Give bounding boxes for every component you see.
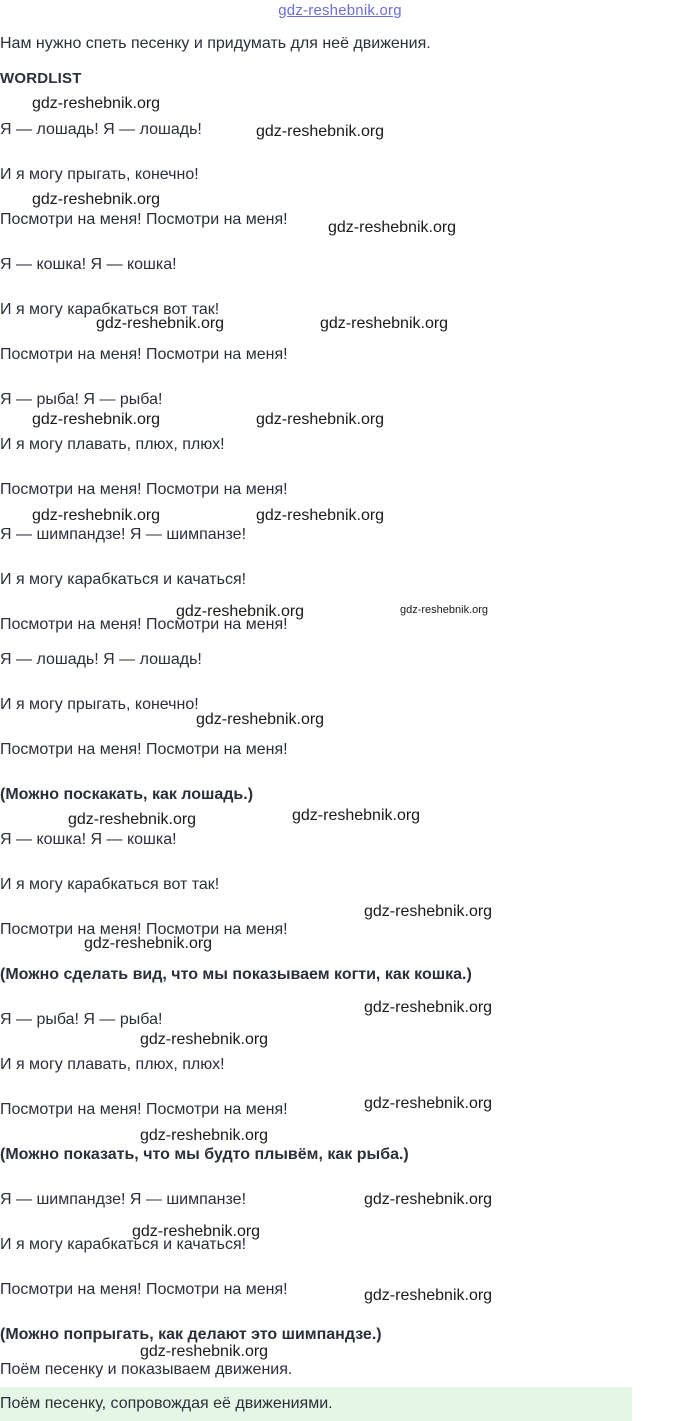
watermark: gdz-reshebnik.org — [320, 315, 449, 332]
song-line: Посмотри на меня! Посмотри на меня! — [0, 741, 288, 758]
song-line: И я могу плавать, плюх, плюх! — [0, 1056, 225, 1073]
song-line: Я — шимпандзе! Я — шимпанзе! — [0, 1191, 247, 1208]
song-line: И я могу карабкаться и качаться! — [0, 1236, 247, 1253]
watermark: gdz-reshebnik.org — [132, 1223, 261, 1240]
song-line: И я могу плавать, плюх, плюх! — [0, 436, 225, 453]
song-line: Я — шимпандзе! Я — шимпанзе! — [0, 526, 247, 543]
song-line: Посмотри на меня! Посмотри на меня! — [0, 921, 288, 938]
song-line: Я — кошка! Я — кошка! — [0, 256, 177, 273]
wordlist-heading: WORDLIST — [0, 70, 82, 87]
watermark: gdz-reshebnik.org — [68, 811, 197, 828]
song-line: И я могу карабкаться вот так! — [0, 301, 220, 318]
answer-box — [0, 1387, 632, 1421]
song-line: Посмотри на меня! Посмотри на меня! — [0, 1281, 288, 1298]
song-line: Я — лошадь! Я — лошадь! — [0, 651, 202, 668]
watermark: gdz-reshebnik.org — [32, 411, 161, 428]
watermark: gdz-reshebnik.org — [140, 1127, 269, 1144]
watermark: gdz-reshebnik.org — [364, 1095, 493, 1112]
watermark: gdz-reshebnik.org — [176, 603, 305, 620]
watermark: gdz-reshebnik.org — [32, 191, 161, 208]
song-line: Посмотри на меня! Посмотри на меня! — [0, 1101, 288, 1118]
watermark: gdz-reshebnik.org — [32, 95, 161, 112]
song-line: Я — рыба! Я — рыба! — [0, 1011, 163, 1028]
song-line: Посмотри на меня! Посмотри на меня! — [0, 616, 288, 633]
movement-hint: (Можно сделать вид, что мы показываем когти, как кошка.) — [0, 966, 472, 983]
movement-hint: (Можно показать, что мы будто плывём, как рыба.) — [0, 1146, 409, 1163]
outro-text: Поём песенку и показываем движения. — [0, 1361, 293, 1378]
watermark: gdz-reshebnik.org — [256, 507, 385, 524]
watermark: gdz-reshebnik.org — [400, 604, 489, 616]
song-line: Я — рыба! Я — рыба! — [0, 391, 163, 408]
watermark: gdz-reshebnik.org — [256, 411, 385, 428]
song-line: И я могу прыгать, конечно! — [0, 166, 199, 183]
movement-hint: (Можно попрыгать, как делают это шимпандзе.) — [0, 1326, 382, 1343]
watermark: gdz-reshebnik.org — [140, 1343, 269, 1360]
intro-text: Нам нужно спеть песенку и придумать для неё движения. — [0, 35, 431, 52]
watermark: gdz-reshebnik.org — [32, 507, 161, 524]
answer-text: Поём песенку, сопровождая её движениями. — [0, 1395, 333, 1412]
song-line: Я — лошадь! Я — лошадь! — [0, 121, 202, 138]
watermark: gdz-reshebnik.org — [196, 711, 325, 728]
watermark: gdz-reshebnik.org — [256, 123, 385, 140]
song-line: И я могу карабкаться вот так! — [0, 876, 220, 893]
song-line: Посмотри на меня! Посмотри на меня! — [0, 211, 288, 228]
watermark: gdz-reshebnik.org — [84, 935, 213, 952]
song-line: Я — кошка! Я — кошка! — [0, 831, 177, 848]
song-line: И я могу карабкаться и качаться! — [0, 571, 247, 588]
watermark: gdz-reshebnik.org — [96, 315, 225, 332]
watermark: gdz-reshebnik.org — [364, 999, 493, 1016]
watermark: gdz-reshebnik.org — [328, 219, 457, 236]
watermark: gdz-reshebnik.org — [364, 1287, 493, 1304]
song-line: Посмотри на меня! Посмотри на меня! — [0, 346, 288, 363]
site-header-link[interactable]: gdz-reshebnik.org — [278, 2, 402, 19]
watermark: gdz-reshebnik.org — [364, 903, 493, 920]
watermark: gdz-reshebnik.org — [364, 1191, 493, 1208]
movement-hint: (Можно поскакать, как лошадь.) — [0, 786, 254, 803]
song-line: Посмотри на меня! Посмотри на меня! — [0, 481, 288, 498]
watermark: gdz-reshebnik.org — [292, 807, 421, 824]
song-line: И я могу прыгать, конечно! — [0, 696, 199, 713]
watermark: gdz-reshebnik.org — [140, 1031, 269, 1048]
